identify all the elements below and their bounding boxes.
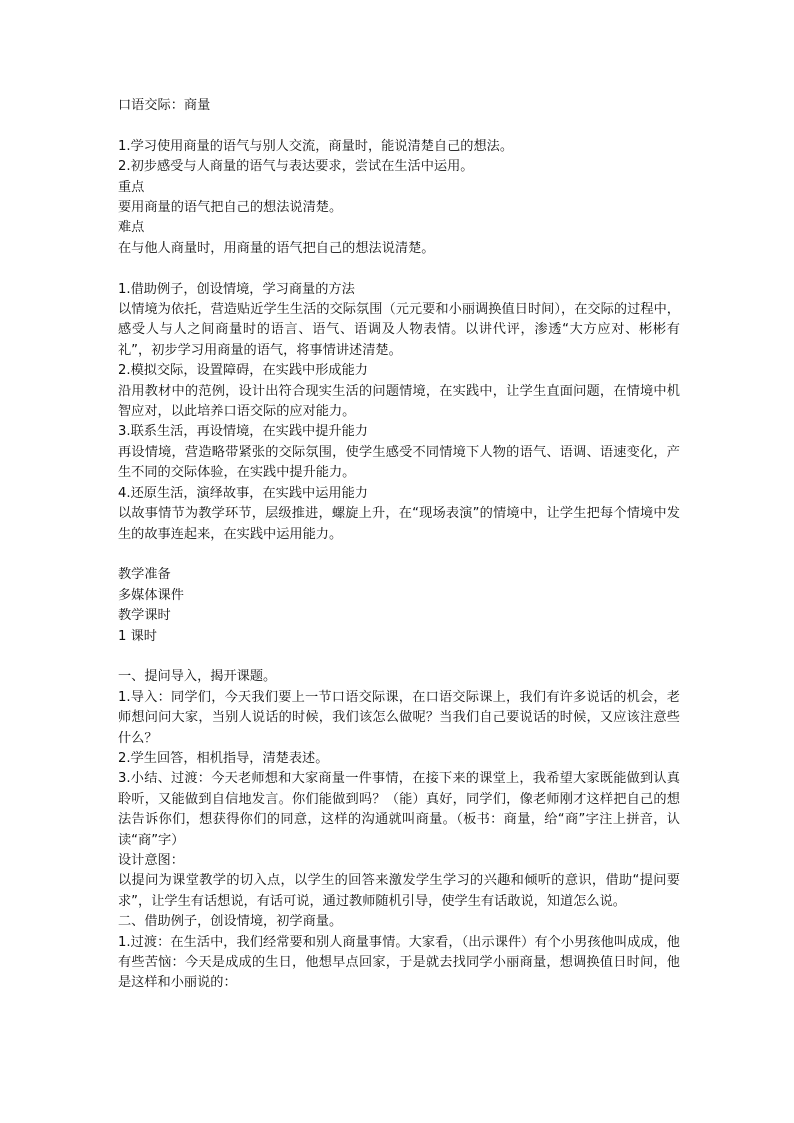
- difficulty-label: 难点: [118, 220, 145, 236]
- method-body-4: 以故事情节为教学环节，层级推进，螺旋上升，在“现场表演”的情境中，让学生把每个情境中发生的故事连起来，在实践中运用能力。: [118, 506, 680, 542]
- section1-intent: 以提问为课堂教学的切入点，以学生的回答来激发学生学习的兴趣和倾听的意识，借助“提问要求”，让学生有话想说，有话可说，通过教师随机引导，使学生有话敢说，知道怎么说。: [118, 873, 680, 909]
- key-point-label: 重点: [118, 179, 145, 195]
- section1-heading: 一、提问导入，揭开课题。: [118, 669, 277, 685]
- section2-item-1: 1.过渡：在生活中，我们经常要和别人商量事情。大家看，（出示课件）有个小男孩他叫成成，他有些苦恼：今天是成成的生日，他想早点回家，于是就去找同学小丽商量，想调换值日时间，他是这样和小丽说的：: [118, 934, 680, 991]
- goal-1: 1.学习使用商量的语气与别人交流，商量时，能说清楚自己的想法。: [118, 138, 514, 154]
- section1-item-3: 3.小结、过渡：今天老师想和大家商量一件事情，在接下来的课堂上，我希望大家既能做到认真聆听，又能做到自信地发言。你们能做到吗？（能）真好，同学们，像老师刚才这样把自己的想法告诉你们，想获得你们的同意，这样的沟通就叫商量。（板书：商量，给“商”字注上拼音，认读“商”字）: [118, 771, 680, 848]
- method-body-2: 沿用教材中的范例，设计出符合现实生活的问题情境，在实践中，让学生直面问题，在情境中机智应对，以此培养口语交际的应对能力。: [118, 383, 680, 420]
- method-heading-2: 2.模拟交际，设置障碍，在实践中形成能力: [118, 363, 368, 379]
- prep-label: 教学准备: [118, 567, 171, 583]
- section2-heading: 二、借助例子，创设情境，初学商量。: [118, 914, 343, 930]
- method-body-1: 以情境为依托，营造贴近学生生活的交际氛围（元元要和小丽调换值日时间），在交际的过程中，感受人与人之间商量时的语言、语气、语调及人物表情。以讲代评，渗透“大方应对、彬彬有礼”，初步学习用商量的语气，将事情讲述清楚。: [118, 302, 680, 358]
- method-heading-4: 4.还原生活，演绎故事，在实践中运用能力: [118, 485, 368, 501]
- document-title: 口语交际：商量: [118, 98, 211, 113]
- key-point: 要用商量的语气把自己的想法说清楚。: [118, 200, 343, 216]
- goal-2: 2.初步感受与人商量的语气与表达要求，尝试在生活中运用。: [118, 159, 474, 175]
- section1-intent-label: 设计意图：: [118, 852, 184, 868]
- method-heading-3: 3.联系生活，再设情境，在实践中提升能力: [118, 424, 368, 440]
- difficulty: 在与他人商量时，用商量的语气把自己的想法说清楚。: [118, 240, 435, 256]
- method-heading-1: 1.借助例子，创设情境，学习商量的方法: [118, 281, 355, 297]
- prep: 多媒体课件: [118, 587, 184, 603]
- hours-label: 教学课时: [118, 608, 171, 624]
- hours: 1 课时: [118, 628, 157, 644]
- method-body-3: 再设情境，营造略带紧张的交际氛围，使学生感受不同情境下人物的语气、语调、语速变化，产生不同的交际体验，在实践中提升能力。: [118, 444, 680, 481]
- section1-item-2: 2.学生回答，相机指导，清楚表述。: [118, 750, 329, 766]
- section1-item-1: 1.导入：同学们，今天我们要上一节口语交际课，在口语交际课上，我们有许多说话的机会，老师想问问大家，当别人说话的时候，我们该怎么做呢？当我们自己要说话的时候，又应该注意些什么？: [118, 689, 680, 746]
- document-body: [118, 96, 680, 994]
